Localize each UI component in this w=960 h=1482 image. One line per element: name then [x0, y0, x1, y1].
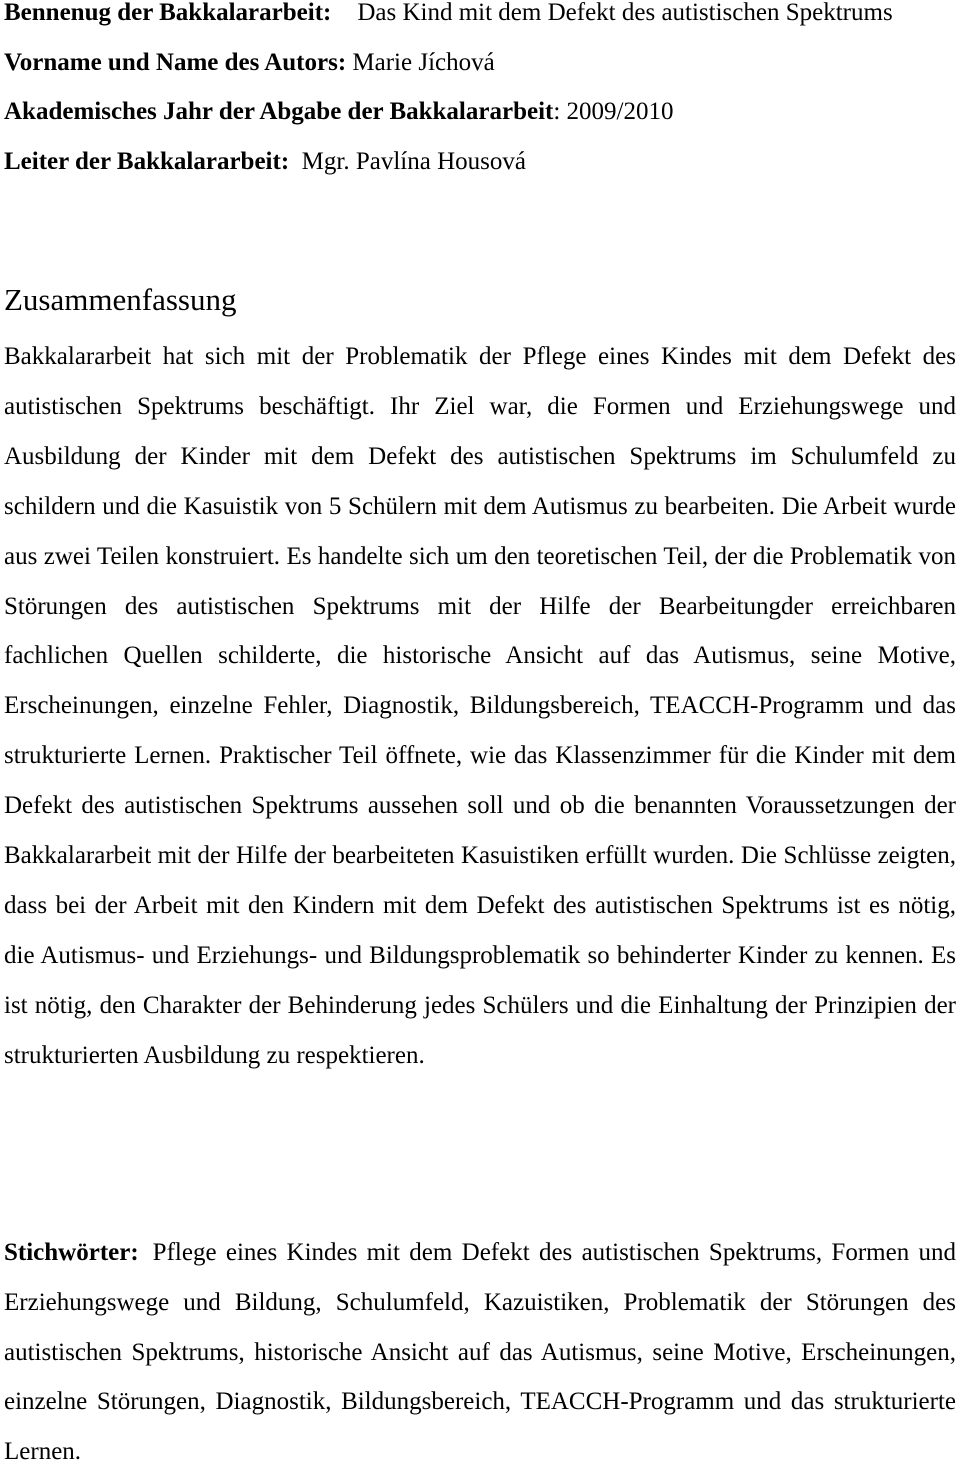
keywords-text: Pflege eines Kindes mit dem Defekt des autistischen Spektrums, Formen und Erziehungswege und Bildung, Schulumfeld, Kazuistiken, Problematik der Störungen des autistischen Spektrums, historische Ansicht auf das Autismus, seine Motive, Erscheinungen, einzelne Störungen, Diagnostik, Bildungsbereich, TEACCH-Programm und das strukturierte Lernen.	[4, 1239, 956, 1466]
year-label: Akademisches Jahr der Abgabe der Bakkalararbeit	[4, 98, 554, 125]
author-value: Marie Jíchová	[352, 48, 495, 76]
author-line	[4, 38, 956, 88]
thesis-metadata	[4, 0, 956, 186]
supervisor-value: Mgr. Pavlína Housová	[301, 147, 526, 175]
thesis-title-label: Bennenug der Bakkalararbeit:	[4, 0, 332, 26]
year-line	[4, 87, 956, 137]
keywords-paragraph	[4, 1228, 956, 1477]
year-value: : 2009/2010	[553, 98, 674, 125]
thesis-title-value: Das Kind mit dem Defekt des autistischen Spektrums	[357, 0, 893, 26]
supervisor-line	[4, 137, 956, 187]
summary-heading: Zusammenfassung	[4, 282, 237, 317]
supervisor-label: Leiter der Bakkalararbeit:	[4, 147, 290, 175]
summary-text: Bakkalararbeit hat sich mit der Problematik der Pflege eines Kindes mit dem Defekt des autistischen Spektrums beschäftigt. Ihr Ziel war, die Formen und Erziehungswege und Ausbildung der Kinder mit dem Defekt des autistischen Spektrums im Schulumfeld zu schildern und die Kasuistik von 5 Schülern mit dem Autismus zu bearbeiten. Die Arbeit wurde aus zwei Teilen konstruiert. Es handelte sich um den teoretischen Teil, der die Problematik von Störungen des autistischen Spektrums mit der Hilfe der Bearbeitungder erreichbaren fachlichen Quellen schilderte, die historische Ansicht auf das Autismus, seine Motive, Erscheinungen, einzelne Fehler, Diagnostik, Bildungsbereich, TEACCH-Programm und das strukturierte Lernen. Praktischer Teil öffnete, wie das Klassenzimmer für die Kinder mit dem Defekt des autistischen Spektrums aussehen soll und ob die benannten Voraussetzungen der Bakkalararbeit mit der Hilfe der bearbeiteten Kasuistiken erfüllt wurden. Die Schlüsse zeigten, dass bei der Arbeit mit den Kindern mit dem Defekt des autistischen Spektrums ist es nötig, die Autismus- und Erziehungs- und Bildungsproblematik so behinderter Kinder zu kennen. Es ist nötig, den Charakter der Behinderung jedes Schülers und die Einhaltung der Prinzipien der strukturierten Ausbildung zu respektieren.	[4, 343, 956, 1069]
thesis-title-line	[4, 0, 956, 38]
keywords-label: Stichwörter:	[4, 1239, 139, 1266]
author-label: Vorname und Name des Autors:	[4, 48, 347, 76]
